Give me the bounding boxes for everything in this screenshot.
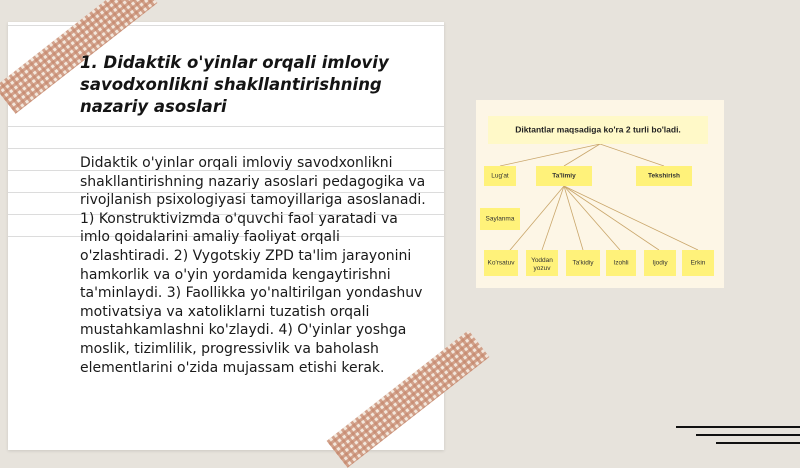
diagram-label-korsatuv: Ko'rsatuv: [487, 259, 515, 267]
diagram-label-izohli: Izohli: [613, 259, 629, 267]
slide-body-text: Didaktik o'yinlar orqali imloviy savodxonlikni shakllantirishning nazariy asoslari pedagogika va rivojlanish psixologiyasi tamoyillariga asoslanadi. 1) Konstruktivizmda o'quvchi faol yaratadi va imlo qoidalarini amaliy faoliyat orqali o'zlashtiradi. 2) Vygotskiy ZPD ta'lim jarayonini hamkorlik va o'yin yordamida kengaytirishni ta'minlaydi. 3) Faollikka yo'naltirilgan yondashuv motivatsiya va xatoliklarni tuzatish orqali mustahkamlashni ko'zlaydi. 4) O'yinlar yoshga moslik, tizimlilik, progressivlik va baholash elementlarini o'zida mujassam etishi kerak.: [80, 155, 426, 376]
decorative-line: [676, 426, 800, 428]
decorative-line: [716, 442, 800, 444]
paper-line: [8, 126, 444, 127]
diagram-label-tekshirish: Tekshirish: [647, 172, 681, 180]
diagram-label-talimiy: Ta'limiy: [552, 172, 576, 180]
diagram-label-lugat: Lug'at: [491, 172, 509, 180]
diagram-heading: Diktantlar maqsadiga ko'ra 2 turli bo'ladi.: [515, 124, 681, 135]
decorative-line: [696, 434, 800, 436]
diagram-label-yoddan-yozuv: Yoddan yozuv: [531, 256, 553, 272]
diagram-label-saylanma: Saylanma: [485, 215, 515, 223]
paper-line: [8, 148, 444, 149]
slide-title: 1. Didaktik o'yinlar orqali imloviy savodxonlikni shakllantirishning nazariy asoslari: [80, 53, 389, 116]
diagram-label-erkin: Erkin: [690, 259, 706, 267]
diagram-svg: [476, 100, 724, 288]
diagram-label-takidiy: Ta'kidiy: [572, 259, 594, 267]
diagram-label-ijodiy: Ijodiy: [652, 259, 668, 267]
diktant-types-diagram: [476, 100, 724, 288]
